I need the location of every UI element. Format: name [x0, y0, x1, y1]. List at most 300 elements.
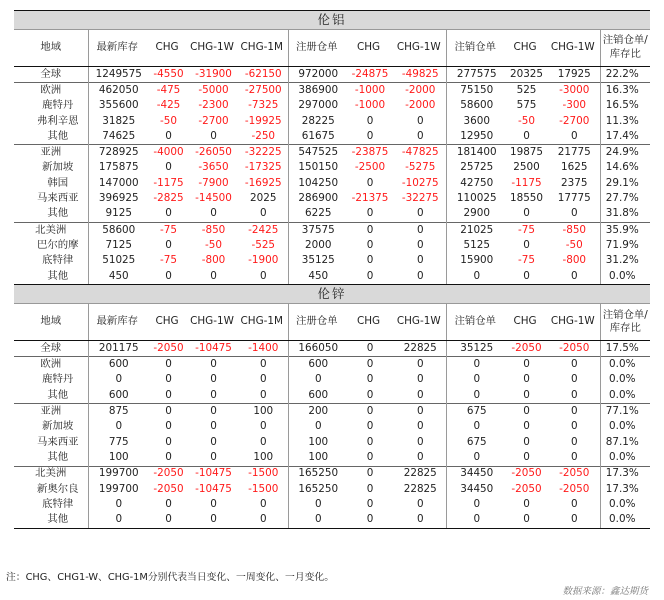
- value-cell: 0: [366, 450, 374, 463]
- table-row: [14, 512, 650, 528]
- table-row: [14, 450, 650, 466]
- table-row: [14, 404, 650, 420]
- value-cell: -475: [146, 83, 188, 99]
- value-cell: 0: [392, 450, 446, 466]
- value-cell: 0: [392, 420, 446, 435]
- value-cell: 21025: [446, 222, 504, 238]
- region-name: 鹿特丹: [14, 373, 88, 388]
- column-header: 最新库存: [88, 304, 146, 341]
- value-cell: 396925: [98, 192, 139, 205]
- value-cell: 19875: [504, 145, 546, 161]
- value-cell: 0: [546, 420, 600, 435]
- value-cell: 166050: [288, 341, 345, 357]
- value-cell: 0: [236, 207, 288, 223]
- region-name: 巴尔的摩: [14, 238, 88, 253]
- column-header: 注销仓单/库存比: [600, 30, 650, 67]
- value-cell: -10275: [392, 176, 446, 191]
- value-cell: 0: [366, 420, 374, 433]
- ratio-cell: 0.0%: [609, 497, 636, 510]
- value-cell: 0: [236, 512, 288, 528]
- value-cell: -1000: [354, 99, 386, 112]
- lme-inventory-table: [14, 10, 650, 529]
- value-cell: 200: [288, 404, 345, 420]
- value-cell: 600: [108, 388, 129, 401]
- value-cell: 0: [546, 450, 600, 466]
- value-cell: 675: [446, 404, 504, 420]
- value-cell: 450: [88, 269, 146, 285]
- table-title-row: [14, 285, 650, 304]
- value-cell: 0: [446, 269, 504, 285]
- column-header: CHG-1W: [546, 30, 600, 67]
- value-cell: 22825: [392, 466, 446, 482]
- value-cell: -1900: [236, 254, 288, 269]
- value-cell: 5125: [463, 238, 490, 251]
- ratio-cell: 27.7%: [605, 192, 639, 205]
- column-header: CHG-1W: [188, 30, 236, 67]
- value-cell: 17925: [546, 67, 600, 83]
- value-cell: 22825: [392, 341, 446, 357]
- value-cell: 0: [504, 269, 546, 285]
- value-cell: 61675: [301, 129, 335, 142]
- value-cell: 100: [236, 450, 288, 466]
- region-name: 马来西亚: [14, 191, 88, 206]
- value-cell: 2000: [305, 238, 332, 251]
- value-cell: -7900: [198, 176, 229, 189]
- ratio-cell: 16.5%: [605, 99, 639, 112]
- value-cell: 0: [165, 207, 172, 220]
- value-cell: -2050: [146, 466, 188, 482]
- value-cell: -50: [518, 114, 535, 127]
- value-cell: -2425: [236, 222, 288, 238]
- value-cell: -5275: [392, 161, 446, 176]
- value-cell: 0: [392, 404, 446, 420]
- value-cell: -47825: [392, 145, 446, 161]
- value-cell: 0: [165, 497, 172, 510]
- value-cell: 2025: [236, 191, 288, 206]
- value-cell: 0: [523, 129, 530, 142]
- table-title-row: [14, 11, 650, 30]
- value-cell: 0: [392, 388, 446, 404]
- value-cell: 58600: [460, 99, 494, 112]
- table-row: [14, 161, 650, 176]
- value-cell: 0: [523, 450, 530, 463]
- value-cell: 728925: [88, 145, 146, 161]
- value-cell: 0: [523, 497, 530, 510]
- table-row: [14, 207, 650, 223]
- value-cell: -1000: [345, 83, 392, 99]
- value-cell: -1500: [236, 482, 288, 497]
- table-row: [14, 145, 650, 161]
- value-cell: -1400: [236, 341, 288, 357]
- value-cell: 75150: [446, 83, 504, 99]
- value-cell: 0: [546, 435, 600, 450]
- value-cell: -2050: [153, 482, 184, 495]
- value-cell: -19925: [236, 114, 288, 129]
- value-cell: 286900: [298, 192, 339, 205]
- value-cell: -1500: [236, 466, 288, 482]
- value-cell: 0: [236, 420, 288, 435]
- value-cell: -525: [236, 238, 288, 253]
- value-cell: 0: [165, 238, 172, 251]
- value-cell: 12950: [460, 129, 494, 142]
- region-name: 欧洲: [14, 357, 88, 373]
- value-cell: -23875: [345, 145, 392, 161]
- value-cell: 35125: [301, 254, 335, 267]
- region-name: 亚洲: [14, 404, 88, 420]
- value-cell: 35125: [446, 341, 504, 357]
- value-cell: 34450: [460, 482, 494, 495]
- value-cell: 0: [165, 161, 172, 174]
- value-cell: 0: [392, 222, 446, 238]
- value-cell: 0: [210, 497, 217, 510]
- value-cell: 0: [546, 404, 600, 420]
- value-cell: 0: [392, 497, 446, 512]
- ratio-cell: 0.0%: [600, 512, 650, 528]
- region-name: 北美洲: [14, 222, 88, 238]
- value-cell: 0: [314, 420, 322, 433]
- value-cell: 0: [210, 207, 217, 220]
- value-cell: -4550: [146, 67, 188, 83]
- column-header: CHG: [504, 304, 546, 341]
- value-cell: -50: [160, 114, 177, 127]
- value-cell: 0: [314, 497, 322, 510]
- value-cell: 1249575: [88, 67, 146, 83]
- value-cell: 9125: [105, 207, 132, 220]
- column-header: 注销仓单/库存比: [600, 304, 650, 341]
- value-cell: 0: [146, 357, 188, 373]
- value-cell: 110025: [456, 192, 497, 205]
- value-cell: -2500: [354, 161, 386, 174]
- table-row: [14, 114, 650, 129]
- region-name: 韩国: [14, 176, 88, 191]
- value-cell: 600: [88, 357, 146, 373]
- column-header: 最新库存: [88, 30, 146, 67]
- value-cell: 0: [146, 512, 188, 528]
- header-row: [14, 304, 650, 341]
- value-cell: 0: [546, 207, 600, 223]
- value-cell: 0: [288, 512, 345, 528]
- value-cell: 0: [392, 254, 446, 269]
- value-cell: -2000: [392, 99, 446, 114]
- data-source: 数据来源：鑫达期货: [562, 586, 648, 597]
- value-cell: 100: [108, 450, 129, 463]
- value-cell: 1625: [546, 161, 600, 176]
- value-cell: 0: [210, 129, 217, 142]
- column-header: 地域: [14, 30, 88, 67]
- value-cell: 0: [546, 388, 600, 404]
- region-name: 其他: [14, 388, 88, 404]
- value-cell: 0: [188, 512, 236, 528]
- value-cell: 0: [523, 207, 530, 220]
- ratio-cell: 0.0%: [600, 357, 650, 373]
- value-cell: 0: [523, 388, 530, 401]
- value-cell: 0: [165, 129, 172, 142]
- value-cell: 525: [504, 83, 546, 99]
- column-header: CHG-1W: [546, 304, 600, 341]
- table-row: [14, 482, 650, 497]
- column-header: 注销仓单: [446, 30, 504, 67]
- region-name: 全球: [14, 341, 88, 357]
- value-cell: 100: [308, 450, 329, 463]
- table-row: [14, 269, 650, 285]
- footnote: 注：CHG、CHG1-W、CHG-1M分别代表当日变化、一周变化、一月变化。: [6, 572, 335, 583]
- value-cell: -50: [546, 238, 600, 253]
- region-name: 其他: [14, 512, 88, 528]
- region-name: 其他: [14, 207, 88, 223]
- region-name: 弗利辛恩: [14, 114, 88, 129]
- value-cell: 21775: [546, 145, 600, 161]
- value-cell: 0: [473, 497, 481, 510]
- region-name: 欧洲: [14, 83, 88, 99]
- value-cell: -2000: [392, 83, 446, 99]
- value-cell: 201175: [88, 341, 146, 357]
- column-header: CHG: [146, 304, 188, 341]
- ratio-cell: 0.0%: [609, 450, 636, 463]
- value-cell: -32275: [392, 191, 446, 206]
- value-cell: -2050: [504, 341, 546, 357]
- column-header: 注册仓单: [288, 304, 345, 341]
- value-cell: 0: [366, 388, 374, 401]
- value-cell: 15900: [460, 254, 494, 267]
- value-cell: 0: [236, 357, 288, 373]
- column-header: CHG-1M: [236, 30, 288, 67]
- value-cell: 600: [288, 357, 345, 373]
- value-cell: 972000: [288, 67, 345, 83]
- table-row: [14, 83, 650, 99]
- value-cell: 0: [473, 450, 481, 463]
- value-cell: 0: [366, 114, 374, 127]
- ratio-cell: 17.4%: [605, 129, 639, 142]
- column-header: CHG: [345, 304, 392, 341]
- value-cell: 575: [516, 99, 537, 112]
- value-cell: 0: [392, 207, 446, 223]
- value-cell: -425: [156, 99, 181, 112]
- value-cell: -850: [546, 222, 600, 238]
- value-cell: -2825: [153, 192, 184, 205]
- value-cell: 386900: [288, 83, 345, 99]
- region-name: 全球: [14, 67, 88, 83]
- value-cell: 0: [366, 207, 374, 220]
- value-cell: -1175: [153, 176, 184, 189]
- value-cell: -2050: [504, 466, 546, 482]
- region-name: 新奥尔良: [14, 482, 88, 497]
- value-cell: -32225: [236, 145, 288, 161]
- value-cell: 2375: [546, 176, 600, 191]
- value-cell: 0: [345, 404, 392, 420]
- column-header: CHG: [345, 30, 392, 67]
- value-cell: 0: [210, 435, 217, 448]
- value-cell: 277575: [446, 67, 504, 83]
- table-title: 伦锌: [14, 285, 650, 304]
- region-name: 其他: [14, 129, 88, 145]
- ratio-cell: 0.0%: [609, 420, 636, 433]
- value-cell: 0: [546, 129, 600, 145]
- value-cell: 0: [115, 420, 123, 433]
- table-row: [14, 129, 650, 145]
- ratio-cell: 87.1%: [605, 435, 639, 448]
- value-cell: -26050: [188, 145, 236, 161]
- value-cell: 150150: [298, 161, 339, 174]
- value-cell: 37575: [288, 222, 345, 238]
- value-cell: 0: [236, 497, 288, 512]
- value-cell: 42750: [460, 176, 494, 189]
- value-cell: 0: [165, 450, 172, 463]
- value-cell: -75: [160, 254, 177, 267]
- value-cell: -21375: [351, 192, 389, 205]
- value-cell: 0: [392, 512, 446, 528]
- column-header: CHG-1W: [392, 304, 446, 341]
- value-cell: 25725: [460, 161, 494, 174]
- value-cell: 0: [546, 357, 600, 373]
- value-cell: 0: [392, 373, 446, 388]
- value-cell: 0: [473, 420, 481, 433]
- value-cell: 181400: [446, 145, 504, 161]
- value-cell: 0: [546, 373, 600, 388]
- value-cell: 355600: [98, 99, 139, 112]
- value-cell: 0: [236, 435, 288, 450]
- value-cell: 0: [188, 404, 236, 420]
- value-cell: -1175: [511, 176, 542, 189]
- value-cell: 6225: [305, 207, 332, 220]
- ratio-cell: 22.2%: [600, 67, 650, 83]
- value-cell: -2050: [511, 482, 542, 495]
- ratio-cell: 29.1%: [605, 176, 639, 189]
- value-cell: -3000: [546, 83, 600, 99]
- ratio-cell: 0.0%: [609, 373, 636, 386]
- value-cell: -2700: [198, 114, 229, 127]
- value-cell: -16925: [236, 176, 288, 191]
- value-cell: 100: [236, 404, 288, 420]
- value-cell: 675: [466, 435, 487, 448]
- value-cell: 0: [523, 420, 530, 433]
- column-header: CHG-1W: [188, 304, 236, 341]
- header-row: [14, 30, 650, 67]
- inventory-report: [14, 10, 650, 529]
- table-row: [14, 357, 650, 373]
- value-cell: 2500: [513, 161, 540, 174]
- region-name: 其他: [14, 450, 88, 466]
- table-row: [14, 99, 650, 114]
- value-cell: -10475: [188, 466, 236, 482]
- value-cell: 0: [392, 435, 446, 450]
- region-name: 新加坡: [14, 161, 88, 176]
- value-cell: 28225: [301, 114, 335, 127]
- ratio-cell: 0.0%: [600, 269, 650, 285]
- value-cell: 0: [366, 238, 374, 251]
- value-cell: -2050: [546, 341, 600, 357]
- column-header: CHG: [504, 30, 546, 67]
- value-cell: -300: [546, 99, 600, 114]
- value-cell: -10475: [195, 482, 232, 495]
- value-cell: 34450: [446, 466, 504, 482]
- table-row: [14, 466, 650, 482]
- value-cell: 0: [165, 435, 172, 448]
- value-cell: 17775: [546, 191, 600, 206]
- value-cell: 0: [366, 482, 374, 495]
- value-cell: 31825: [102, 114, 136, 127]
- value-cell: 0: [473, 388, 481, 401]
- value-cell: 0: [504, 512, 546, 528]
- value-cell: 165250: [298, 482, 339, 495]
- value-cell: 0: [210, 373, 217, 386]
- ratio-cell: 17.3%: [605, 482, 639, 495]
- value-cell: 0: [345, 222, 392, 238]
- value-cell: 165250: [288, 466, 345, 482]
- value-cell: 0: [165, 388, 172, 401]
- value-cell: -250: [236, 129, 288, 145]
- value-cell: 0: [523, 373, 530, 386]
- region-name: 底特律: [14, 497, 88, 512]
- ratio-cell: 77.1%: [600, 404, 650, 420]
- value-cell: 0: [392, 357, 446, 373]
- value-cell: 104250: [298, 176, 339, 189]
- value-cell: 0: [366, 254, 374, 267]
- region-name: 其他: [14, 269, 88, 285]
- value-cell: -5000: [188, 83, 236, 99]
- value-cell: -17325: [236, 161, 288, 176]
- ratio-cell: 24.9%: [600, 145, 650, 161]
- value-cell: 199700: [88, 466, 146, 482]
- value-cell: 3600: [463, 114, 490, 127]
- value-cell: -75: [146, 222, 188, 238]
- value-cell: -75: [518, 254, 535, 267]
- value-cell: 0: [146, 404, 188, 420]
- value-cell: 875: [88, 404, 146, 420]
- ratio-cell: 16.3%: [600, 83, 650, 99]
- value-cell: 547525: [288, 145, 345, 161]
- value-cell: 0: [366, 497, 374, 510]
- value-cell: 0: [345, 357, 392, 373]
- value-cell: 0: [88, 512, 146, 528]
- value-cell: 0: [115, 373, 123, 386]
- value-cell: 297000: [298, 99, 339, 112]
- table-row: [14, 435, 650, 450]
- value-cell: 0: [523, 435, 530, 448]
- table-row: [14, 67, 650, 83]
- value-cell: 0: [188, 269, 236, 285]
- value-cell: 462050: [88, 83, 146, 99]
- ratio-cell: 0.0%: [609, 388, 636, 401]
- value-cell: -24875: [345, 67, 392, 83]
- value-cell: 0: [366, 373, 374, 386]
- value-cell: -2050: [146, 341, 188, 357]
- value-cell: 0: [236, 269, 288, 285]
- value-cell: -49825: [392, 67, 446, 83]
- value-cell: 775: [108, 435, 129, 448]
- value-cell: -50: [205, 238, 222, 251]
- value-cell: -10475: [188, 341, 236, 357]
- ratio-cell: 31.2%: [605, 254, 639, 267]
- value-cell: 600: [308, 388, 329, 401]
- value-cell: 0: [446, 512, 504, 528]
- column-header: 地域: [14, 304, 88, 341]
- region-name: 新加坡: [14, 420, 88, 435]
- value-cell: 0: [345, 512, 392, 528]
- column-header: CHG-1M: [236, 304, 288, 341]
- value-cell: 0: [115, 497, 123, 510]
- ratio-cell: 17.3%: [600, 466, 650, 482]
- table-row: [14, 341, 650, 357]
- value-cell: 0: [523, 238, 530, 251]
- ratio-cell: 31.8%: [605, 207, 639, 220]
- value-cell: 0: [392, 238, 446, 253]
- value-cell: 0: [188, 357, 236, 373]
- value-cell: -2300: [198, 99, 229, 112]
- value-cell: 0: [392, 129, 446, 145]
- ratio-cell: 14.6%: [605, 161, 639, 174]
- value-cell: 0: [366, 129, 374, 142]
- value-cell: 20325: [504, 67, 546, 83]
